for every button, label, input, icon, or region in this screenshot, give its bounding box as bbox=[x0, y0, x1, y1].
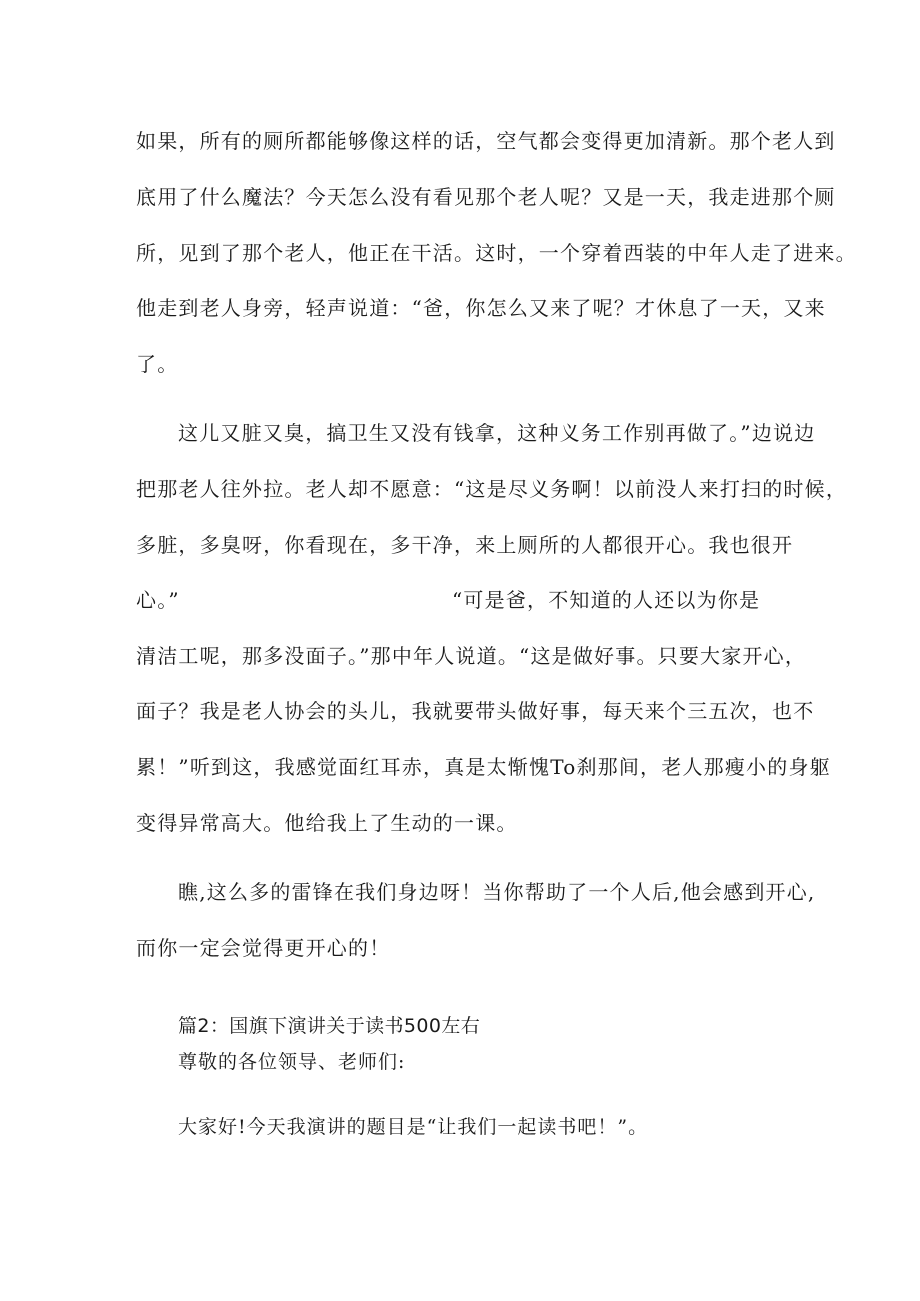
paragraph-2-line-5: 清洁工呢，那多没面子。”那中年人说道。“这是做好事。只要大家开心， bbox=[136, 644, 807, 668]
paragraph-2-line-7: 累！”听到这，我感觉面红耳赤，真是太惭愧To刹那间，老人那瘦小的身躯 bbox=[136, 755, 831, 779]
paragraph-1-line-3: 所，见到了那个老人，他正在干活。这时，一个穿着西装的中年人走了进来。 bbox=[136, 241, 857, 265]
paragraph-1-line-5: 了。 bbox=[136, 352, 179, 376]
paragraph-2-line-4b: “可是爸，不知道的人还以为你是 bbox=[452, 588, 761, 612]
paragraph-3-line-1: 瞧,这么多的雷锋在我们身边呀！当你帮助了一个人后,他会感到开心, bbox=[178, 880, 816, 904]
paragraph-2-line-6: 面子？我是老人协会的头儿，我就要带头做好事，每天来个三五次，也不 bbox=[136, 699, 815, 723]
paragraph-2-line-8: 变得异常高大。他给我上了生动的一课。 bbox=[136, 811, 518, 835]
salutation: 尊敬的各位领导、老师们: bbox=[178, 1051, 406, 1073]
section-heading: 篇2：国旗下演讲关于读书500左右 bbox=[178, 1015, 481, 1037]
paragraph-1-line-1: 如果，所有的厕所都能够像这样的话，空气都会变得更加清新。那个老人到 bbox=[136, 129, 836, 153]
paragraph-1-line-2: 底用了什么魔法？今天怎么没有看见那个老人呢？又是一天，我走进那个厕 bbox=[136, 185, 836, 209]
paragraph-2-line-3: 多脏，多臭呀，你看现在，多干净，来上厕所的人都很开心。我也很开 bbox=[136, 533, 794, 557]
paragraph-2-line-4a: 心。” bbox=[136, 588, 180, 612]
paragraph-2-line-2: 把那老人往外拉。老人却不愿意：“这是尽义务啊！以前没人来打扫的时候， bbox=[136, 477, 848, 501]
speech-opening: 大家好!今天我演讲的题目是“让我们一起读书吧！”。 bbox=[178, 1116, 649, 1138]
paragraph-2-line-1: 这儿又脏又臭，搞卫生又没有钱拿，这种义务工作别再做了。”边说边 bbox=[178, 421, 816, 445]
paragraph-1-line-4: 他走到老人身旁，轻声说道：“爸，你怎么又来了呢？才休息了一天，又来 bbox=[136, 296, 826, 320]
paragraph-3-line-2: 而你一定会觉得更开心的！ bbox=[136, 936, 391, 960]
